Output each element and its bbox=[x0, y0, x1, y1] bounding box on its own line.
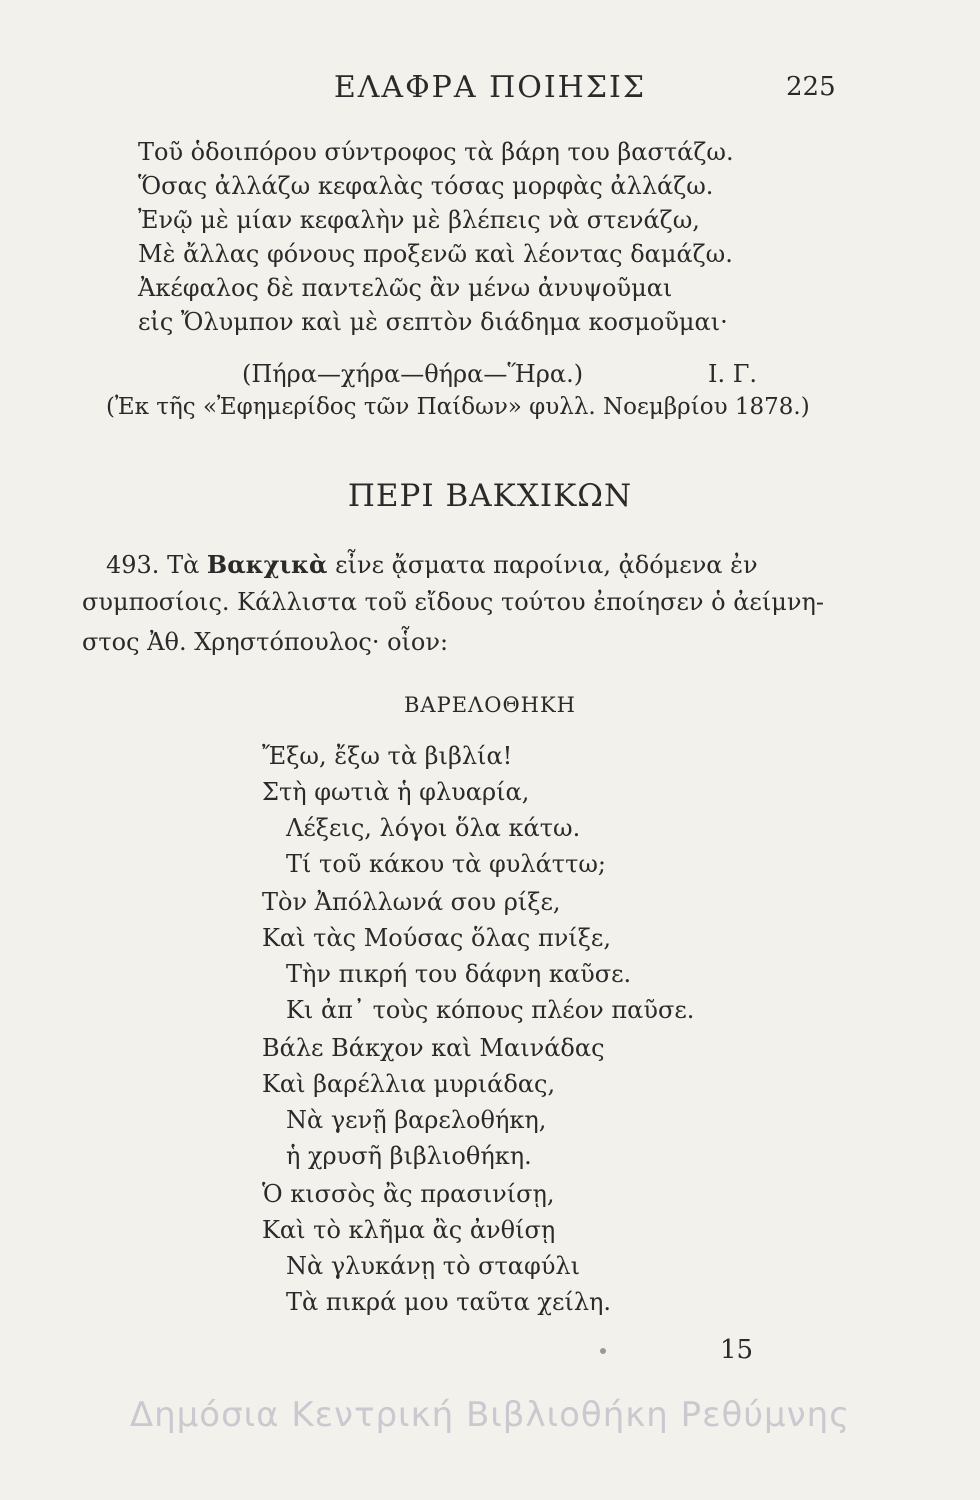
poem-line-4: Τί τοῦ κάκου τὰ φυλάττω; bbox=[286, 850, 607, 878]
page-number: 225 bbox=[786, 72, 836, 102]
riddle-answer: (Πήρα—χήρα—θήρα—Ἥρα.) bbox=[242, 360, 584, 388]
poem-line-9: Βάλε Βάκχον καὶ Μαινάδας bbox=[262, 1034, 605, 1062]
paragraph-line-3: στος Ἀθ. Χρηστόπουλος· οἷον: bbox=[82, 628, 449, 656]
paragraph-line-2: συμποσίοις. Κάλλιστα τοῦ εἴδους τούτου ἐποίησεν ὁ ἀείμνη- bbox=[82, 588, 824, 616]
poem-line-13: Ὁ κισσὸς ἂς πρασινίσῃ, bbox=[262, 1180, 555, 1208]
poem-line-3: Λέξεις, λόγοι ὅλα κάτω. bbox=[286, 814, 581, 842]
author-initials: Ι. Γ. bbox=[708, 360, 758, 388]
riddle-line-3: Ἐνῷ μὲ μίαν κεφαλὴν μὲ βλέπεις νὰ στενάζω, bbox=[138, 206, 700, 234]
section-title: ΠΕΡΙ ΒΑΚΧΙΚΩΝ bbox=[347, 478, 633, 514]
paragraph-line-1-start: 493. Τὰ bbox=[106, 551, 207, 579]
poem-title: ΒΑΡΕΛΟΘΗΚΗ bbox=[404, 693, 576, 717]
riddle-line-5: Ἀκέφαλος δὲ παντελῶς ἂν μένω ἀνυψοῦμαι bbox=[138, 274, 673, 302]
riddle-line-2: Ὅσας ἀλλάζω κεφαλὰς τόσας μορφὰς ἀλλάζω. bbox=[138, 172, 714, 200]
source-citation: (Ἐκ τῆς «Ἐφημερίδος τῶν Παίδων» φυλλ. Νοεμβρίου 1878.) bbox=[106, 394, 810, 420]
poem-line-2: Στὴ φωτιὰ ἡ φλυαρία, bbox=[262, 778, 530, 806]
running-header: ΕΛΑΦΡΑ ΠΟΙΗΣΙΣ bbox=[333, 70, 647, 105]
riddle-line-6: εἰς Ὄλυμπον καὶ μὲ σεπτὸν διάδημα κοσμοῦμαι· bbox=[138, 308, 728, 336]
poem-line-5: Τὸν Ἀπόλλωνά σου ρίξε, bbox=[262, 888, 561, 916]
paragraph-line-1 bbox=[106, 550, 758, 579]
ink-dot bbox=[600, 1348, 606, 1354]
poem-line-12: ἡ χρυσῆ βιβλιοθήκη. bbox=[286, 1142, 532, 1170]
poem-line-16: Τὰ πικρά μου ταῦτα χείλη. bbox=[286, 1288, 612, 1316]
poem-line-7: Τὴν πικρή του δάφνη καῦσε. bbox=[286, 960, 632, 988]
signature-mark: 15 bbox=[720, 1335, 754, 1365]
bold-term: Βακχικὰ bbox=[206, 550, 328, 579]
riddle-line-1: Τοῦ ὁδοιπόρου σύντροφος τὰ βάρη του βαστάζω. bbox=[138, 138, 734, 166]
library-watermark: Δημόσια Κεντρική Βιβλιοθήκη Ρεθύμνης bbox=[129, 1395, 851, 1435]
riddle-line-4: Μὲ ἄλλας φόνους προξενῶ καὶ λέοντας δαμάζω. bbox=[138, 240, 733, 268]
poem-line-10: Καὶ βαρέλλια μυριάδας, bbox=[262, 1070, 556, 1098]
poem-line-1: Ἔξω, ἔξω τὰ βιβλία! bbox=[262, 742, 513, 770]
poem-line-15: Νὰ γλυκάνῃ τὸ σταφύλι bbox=[286, 1252, 581, 1280]
poem-line-14: Καὶ τὸ κλῆμα ἂς ἀνθίσῃ bbox=[262, 1216, 556, 1244]
poem-line-6: Καὶ τὰς Μούσας ὅλας πνίξε, bbox=[262, 924, 611, 952]
paragraph-line-1-end: εἶνε ᾄσματα παροίνια, ᾀδόμενα ἐν bbox=[327, 551, 758, 579]
poem-line-11: Νὰ γενῇ βαρελοθήκη, bbox=[286, 1106, 547, 1134]
poem-line-8: Κι ἀπ᾽ τοὺς κόπους πλέον παῦσε. bbox=[286, 996, 695, 1024]
